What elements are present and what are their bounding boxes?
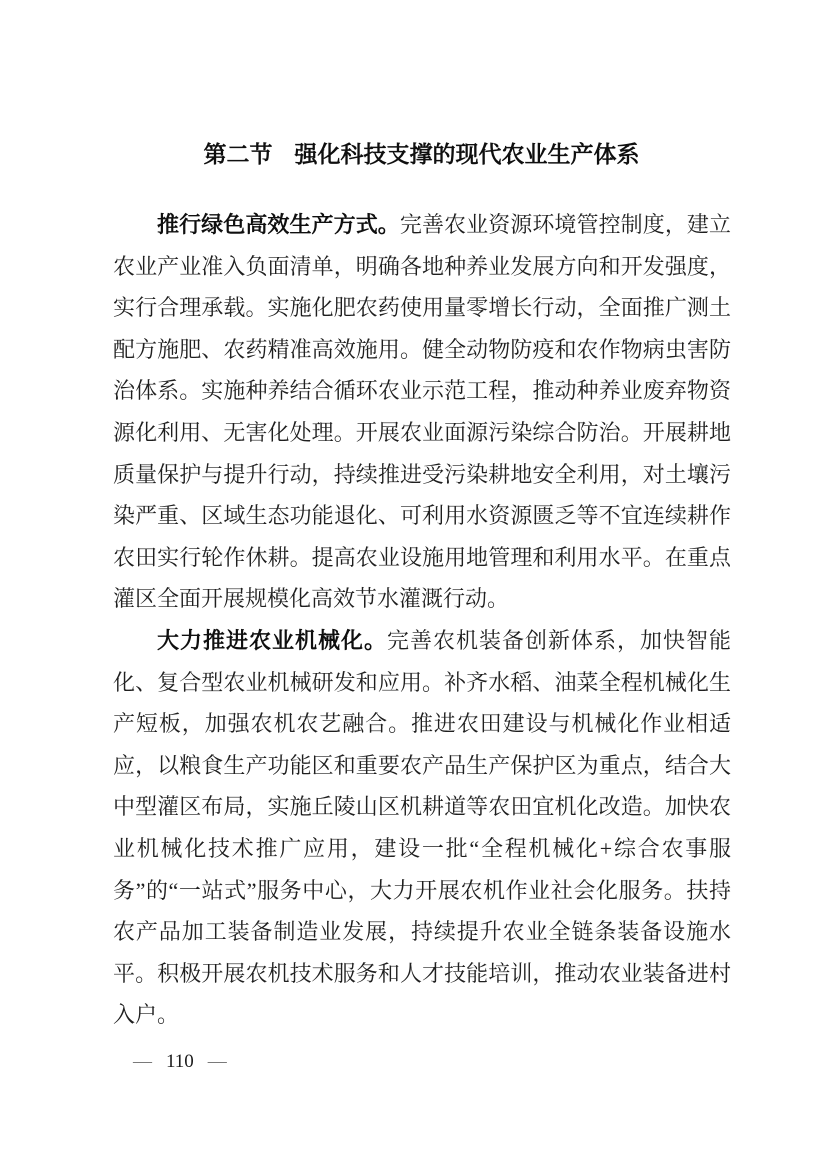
paragraph-lead: 大力推进农业机械化。 xyxy=(157,627,387,653)
paragraph-text: 完善农机装备创新体系，加快智能化、复合型农业机械研发和应用。补齐水稻、油菜全程机械化生产短板，加强农机农艺融合。推进农田建设与机械化作业相适应，以粮食生产功能区和重要农产品生产保护区为重点，结合大中型灌区布局，实施丘陵山区机耕道等农田宜机化改造。加快农业机械化技术推广应用，建设一批“全程机械化+综合农事服务”的“一站式”服务中心，大力开展农机作业社会化服务。扶持农产品加工装备制造业发展，持续提升农业全链条装备设施水平。积极开展农机技术服务和人才技能培训，推动农业装备进村入户。 xyxy=(113,627,731,1028)
document-body xyxy=(113,204,731,1036)
section-heading xyxy=(112,136,731,169)
page-number-value: 110 xyxy=(166,1051,194,1072)
paragraph xyxy=(113,620,731,1036)
paragraph-text: 完善农业资源环境管控制度，建立农业产业准入负面清单，明确各地种养业发展方向和开发强度，实行合理承载。实施化肥农药使用量零增长行动，全面推广测土配方施肥、农药精准高效施用。健全动物防疫和农作物病虫害防治体系。实施种养结合循环农业示范工程，推动种养业废弃物资源化利用、无害化处理。开展农业面源污染综合防治。开展耕地质量保护与提升行动，持续推进受污染耕地安全利用，对土壤污染严重、区域生态功能退化、可利用水资源匮乏等不宜连续耕作农田实行轮作休耕。提高农业设施用地管理和利用水平。在重点灌区全面开展规模化高效节水灌溉行动。 xyxy=(113,212,731,612)
page-number-right-dash: — xyxy=(207,1051,227,1072)
section-title: 强化科技支撑的现代农业生产体系 xyxy=(294,142,640,167)
paragraph xyxy=(113,204,731,620)
paragraph-lead: 推行绿色高效生产方式。 xyxy=(157,212,400,237)
page-number xyxy=(133,1051,227,1073)
page-number-left-dash: — xyxy=(133,1051,152,1072)
section-label: 第二节 xyxy=(203,142,273,167)
